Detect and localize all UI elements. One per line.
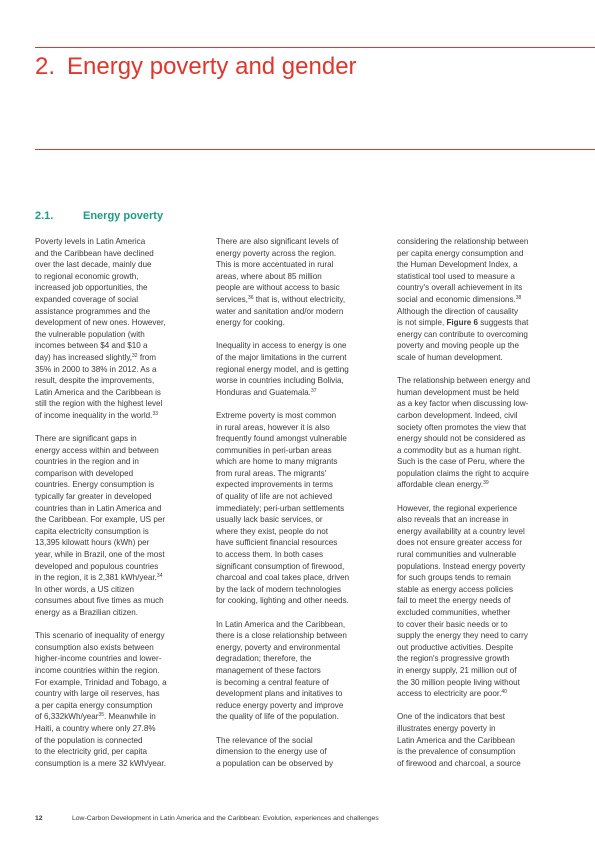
text-line xyxy=(35,491,207,503)
text-run: This scenario of inequality of energy xyxy=(35,631,165,641)
paragraph xyxy=(216,619,388,723)
text-run: human development must be held xyxy=(397,387,519,397)
text-line xyxy=(35,271,207,283)
top-rule xyxy=(35,47,595,48)
text-run: energy, poverty and environmental xyxy=(216,642,341,652)
text-run: The relationship between energy and xyxy=(397,376,531,386)
paragraph xyxy=(35,236,207,422)
text-run: day) has increased slightly, xyxy=(35,352,133,362)
figure-reference: Figure 6 xyxy=(446,318,478,328)
footnote-ref: 33 xyxy=(152,410,158,417)
text-run: regional energy model, and is getting xyxy=(216,364,349,374)
text-line xyxy=(216,653,388,665)
text-line xyxy=(35,259,207,271)
text-column-3 xyxy=(397,236,569,781)
text-line xyxy=(216,503,388,515)
paragraph xyxy=(216,735,388,770)
text-run: developed and populous countries xyxy=(35,561,159,571)
text-run: Honduras and Guatemala. xyxy=(216,387,311,397)
text-run: Extreme poverty is most common xyxy=(216,410,337,420)
text-line xyxy=(216,630,388,642)
text-run: services, xyxy=(216,294,248,304)
text-line xyxy=(397,584,569,596)
text-run: typically far greater in developed xyxy=(35,492,152,502)
text-line xyxy=(397,387,569,399)
text-line xyxy=(35,584,207,596)
text-run: energy access within and between xyxy=(35,445,159,455)
text-run: to the electricity grid, per capita xyxy=(35,747,148,757)
text-line xyxy=(35,468,207,480)
text-run: expected improvements in terms xyxy=(216,480,333,490)
text-run: dimension to the energy use of xyxy=(216,747,327,757)
text-run: the vulnerable population (with xyxy=(35,329,145,339)
text-line xyxy=(397,479,569,491)
text-run: usually lack basic services, or xyxy=(216,515,323,525)
page-footer xyxy=(35,814,575,823)
text-line xyxy=(35,282,207,294)
text-run: incomes between $4 and $10 a xyxy=(35,341,148,351)
chapter-number: 2. xyxy=(35,53,56,80)
text-column-1 xyxy=(35,236,207,781)
text-line xyxy=(35,398,207,410)
text-line xyxy=(35,642,207,654)
text-line xyxy=(35,677,207,689)
footnote-ref: 38 xyxy=(515,294,522,301)
text-line xyxy=(397,433,569,445)
text-run: countries in the region and in xyxy=(35,457,139,467)
text-line xyxy=(216,595,388,607)
text-run: Inequality in access to energy is one xyxy=(216,341,347,351)
text-run: of income inequality in the world. xyxy=(35,410,153,420)
text-run: country with large oil reserves, has xyxy=(35,689,160,699)
text-line xyxy=(35,549,207,561)
text-run: suggests that xyxy=(477,318,529,328)
text-run: Although the direction of causality xyxy=(397,306,519,316)
text-run: For example, Trinidad and Tobago, a xyxy=(35,677,167,687)
text-line xyxy=(397,735,569,747)
text-run: rural communities and vulnerable xyxy=(397,550,517,560)
text-line xyxy=(397,677,569,689)
paragraph xyxy=(216,236,388,329)
text-run: capita electricity consumption is xyxy=(35,526,149,536)
text-run: from xyxy=(137,352,157,362)
text-run: is the prevalence of consumption xyxy=(397,747,516,757)
text-line xyxy=(397,653,569,665)
section-number: 2.1. xyxy=(35,210,54,222)
page-number: 12 xyxy=(35,815,43,822)
text-run: year, while in Brazil, one of the most xyxy=(35,550,165,560)
text-run: statistical tool used to measure a xyxy=(397,271,515,281)
text-line xyxy=(216,282,388,294)
text-run: out productive activities. Despite xyxy=(397,642,514,652)
text-line xyxy=(35,479,207,491)
text-line xyxy=(35,433,207,445)
paragraph xyxy=(397,236,569,364)
text-run: management of these factors xyxy=(216,665,321,675)
text-run: to access them. In both cases xyxy=(216,550,324,560)
text-line xyxy=(216,317,388,329)
text-run: . Meanwhile in xyxy=(104,712,156,722)
footnote-ref: 39 xyxy=(483,480,489,487)
footnote-ref: 40 xyxy=(501,689,507,696)
text-run: the Human Development Index, a xyxy=(397,260,518,270)
text-run: of quality of life are not achieved xyxy=(216,492,333,502)
text-run: charcoal and coal takes place, driven xyxy=(216,573,350,583)
text-line xyxy=(35,236,207,248)
text-run: result, despite the improvements, xyxy=(35,376,155,386)
text-line xyxy=(216,364,388,376)
text-run: energy as a Brazilian citizen. xyxy=(35,608,139,617)
text-run: reduce energy poverty and improve xyxy=(216,700,344,710)
text-run: This is more accentuated in rural xyxy=(216,260,334,270)
text-run: consumes about five times as much xyxy=(35,596,164,606)
text-run: energy poverty across the region. xyxy=(216,248,337,258)
text-run: there is a close relationship between xyxy=(216,631,347,641)
text-line xyxy=(216,248,388,260)
text-run: degradation; therefore, the xyxy=(216,654,312,664)
text-column-2 xyxy=(216,236,388,781)
paragraph xyxy=(216,410,388,607)
text-run: social and economic dimensions. xyxy=(397,294,516,304)
text-run: supply the energy they need to carry xyxy=(397,631,528,641)
text-line xyxy=(397,688,569,700)
text-run: per capita energy consumption and xyxy=(397,248,524,258)
text-line xyxy=(216,677,388,689)
text-line xyxy=(397,572,569,584)
text-line xyxy=(397,723,569,735)
text-run: also reveals that an increase in xyxy=(397,515,509,525)
text-line xyxy=(216,537,388,549)
text-line xyxy=(397,294,569,306)
text-run: affordable clean energy. xyxy=(397,480,484,490)
text-line xyxy=(35,456,207,468)
text-line xyxy=(397,306,569,318)
text-line xyxy=(216,619,388,631)
text-line xyxy=(397,410,569,422)
footnote-ref: 32 xyxy=(132,352,138,359)
text-line xyxy=(397,503,569,515)
text-line xyxy=(216,549,388,561)
text-line xyxy=(216,700,388,712)
text-run: There are also significant levels of xyxy=(216,237,339,246)
text-line xyxy=(216,688,388,700)
text-line xyxy=(216,445,388,457)
text-line xyxy=(397,526,569,538)
text-run: is not simple, xyxy=(397,318,447,328)
text-run: the 30 million people living without xyxy=(397,677,520,687)
text-line xyxy=(397,445,569,457)
text-run: considering the relationship between xyxy=(397,237,529,246)
text-line xyxy=(397,642,569,654)
text-line xyxy=(35,387,207,399)
paragraph xyxy=(216,340,388,398)
text-run: a population can be observed by xyxy=(216,758,333,768)
text-line xyxy=(216,526,388,538)
text-run: to regional economic growth, xyxy=(35,271,139,281)
text-run: in rural areas, however it is also xyxy=(216,422,330,432)
text-line xyxy=(397,711,569,723)
text-run: energy for cooking. xyxy=(216,318,285,328)
text-line xyxy=(397,746,569,758)
text-run: development plans and initatives to xyxy=(216,689,343,699)
text-line xyxy=(397,549,569,561)
text-run: 13,395 kilowatt hours (kWh) per xyxy=(35,538,150,548)
text-run: of the major limitations in the current xyxy=(216,352,347,362)
text-line xyxy=(397,561,569,573)
text-run: In Latin America and the Caribbean, xyxy=(216,619,346,629)
text-run: expanded coverage of social xyxy=(35,294,139,304)
text-line xyxy=(397,375,569,387)
text-run: There are significant gaps in xyxy=(35,434,137,444)
text-run: However, the regional experience xyxy=(397,503,518,513)
text-line xyxy=(35,746,207,758)
text-line xyxy=(397,317,569,329)
text-line xyxy=(397,236,569,248)
text-run: access to electricity are poor. xyxy=(397,689,502,699)
text-run: people are without access to basic xyxy=(216,283,340,293)
text-line xyxy=(397,340,569,352)
text-line xyxy=(216,433,388,445)
footnote-ref: 34 xyxy=(156,573,163,580)
text-run: country's overall achievement in its xyxy=(397,283,523,293)
text-run: water and sanitation and/or modern xyxy=(216,306,344,316)
text-line xyxy=(397,619,569,631)
text-run: over the last decade, mainly due xyxy=(35,260,152,270)
text-line xyxy=(397,398,569,410)
text-line xyxy=(216,665,388,677)
paragraph xyxy=(397,375,569,491)
text-run: income countries within the region. xyxy=(35,665,160,675)
text-run: is becoming a central feature of xyxy=(216,677,329,687)
text-line xyxy=(216,561,388,573)
text-run: by the lack of modern technologies xyxy=(216,584,342,594)
text-run: society often promotes the view that xyxy=(397,422,527,432)
text-line xyxy=(35,503,207,515)
text-line xyxy=(397,665,569,677)
text-run: significant consumption of firewood, xyxy=(216,561,345,571)
text-run: assistance programmes and the xyxy=(35,306,151,316)
heading-rule xyxy=(35,149,595,150)
text-line xyxy=(35,700,207,712)
text-run: population claims the right to acquire xyxy=(397,468,529,478)
paragraph xyxy=(397,503,569,700)
text-run: energy availability at a country level xyxy=(397,526,525,536)
text-line xyxy=(35,630,207,642)
text-line xyxy=(35,294,207,306)
section-heading xyxy=(35,209,163,223)
text-run: countries. Energy consumption is xyxy=(35,480,155,490)
text-run: populations. Instead energy poverty xyxy=(397,561,526,571)
text-line xyxy=(35,352,207,364)
text-run: stable as energy access policies xyxy=(397,584,514,594)
text-line xyxy=(35,653,207,665)
text-line xyxy=(35,572,207,584)
text-line xyxy=(216,422,388,434)
text-line xyxy=(35,735,207,747)
text-line xyxy=(397,514,569,526)
text-line xyxy=(216,352,388,364)
text-line xyxy=(35,410,207,422)
text-run: from rural areas. The migrants' xyxy=(216,468,327,478)
text-run: to cover their basic needs or to xyxy=(397,619,508,629)
text-line xyxy=(216,491,388,503)
text-line xyxy=(216,306,388,318)
text-run: excluded communities, whether xyxy=(397,608,511,617)
text-line xyxy=(216,584,388,596)
text-line xyxy=(35,711,207,723)
text-run: increased job opportunities, the xyxy=(35,283,148,293)
text-line xyxy=(35,248,207,260)
text-line xyxy=(397,537,569,549)
text-line xyxy=(216,271,388,283)
text-line xyxy=(35,364,207,376)
text-run: In other words, a US citizen xyxy=(35,584,134,594)
text-line xyxy=(35,665,207,677)
text-run: as a key factor when discussing low- xyxy=(397,399,529,409)
text-line xyxy=(397,352,569,364)
text-line xyxy=(216,479,388,491)
text-line xyxy=(397,468,569,480)
text-line xyxy=(35,723,207,735)
text-line xyxy=(397,758,569,770)
text-run: communities in peri-urban areas xyxy=(216,445,332,455)
text-line xyxy=(35,375,207,387)
text-run: for such groups tends to remain xyxy=(397,573,511,583)
text-line xyxy=(216,572,388,584)
text-run: worse in countries including Bolivia, xyxy=(216,376,344,386)
text-line xyxy=(397,422,569,434)
footer-text: Low-Carbon Development in Latin America and the Caribbean: Evolution, experiences and challenges xyxy=(72,815,379,822)
text-run: does not ensure greater access for xyxy=(397,538,523,548)
text-run: countries than in Latin America and xyxy=(35,503,162,513)
text-run: Latin America and the Caribbean xyxy=(397,735,515,745)
text-line xyxy=(216,375,388,387)
text-run: which are home to many migrants xyxy=(216,457,338,467)
text-run: where they exist, people do not xyxy=(216,526,329,536)
text-run: in energy supply, 21 million out of xyxy=(397,665,517,675)
text-line xyxy=(216,758,388,770)
text-line xyxy=(216,294,388,306)
text-run: consumption also exists between xyxy=(35,642,154,652)
text-run: Haiti, a country where only 27.8% xyxy=(35,723,156,733)
text-run: of the population is connected xyxy=(35,735,143,745)
text-line xyxy=(35,688,207,700)
paragraph xyxy=(397,711,569,769)
text-run: scale of human development. xyxy=(397,352,503,362)
text-run: Latin America and the Caribbean is xyxy=(35,387,161,397)
text-line xyxy=(216,259,388,271)
text-run: have sufficient financial resources xyxy=(216,538,338,548)
text-line xyxy=(216,387,388,399)
text-run: a per capita energy consumption xyxy=(35,700,153,710)
text-run: the region's progressive growth xyxy=(397,654,510,664)
text-line xyxy=(397,329,569,341)
text-run: energy can contribute to overcoming xyxy=(397,329,528,339)
text-run: carbon development. Indeed, civil xyxy=(397,410,518,420)
text-run: areas, where about 85 million xyxy=(216,271,322,281)
footnote-ref: 37 xyxy=(310,387,317,394)
text-line xyxy=(216,468,388,480)
text-line xyxy=(35,445,207,457)
text-run: the Caribbean. For example, US per xyxy=(35,515,166,525)
text-run: in the region, it is 2,381 kWh/year. xyxy=(35,573,157,583)
text-line xyxy=(397,282,569,294)
text-line xyxy=(35,607,207,619)
text-line xyxy=(397,456,569,468)
text-run: comparison with developed xyxy=(35,468,134,478)
text-run: immediately; peri-urban settlements xyxy=(216,503,345,513)
text-run: illustrates energy poverty in xyxy=(397,723,496,733)
text-line xyxy=(216,340,388,352)
text-line xyxy=(216,711,388,723)
text-run: energy should not be considered as xyxy=(397,434,526,444)
text-run: frequently found amongst vulnerable xyxy=(216,434,347,444)
text-run: One of the indicators that best xyxy=(397,712,505,722)
text-run: Poverty levels in Latin America xyxy=(35,237,146,246)
text-line xyxy=(397,248,569,260)
text-line xyxy=(35,306,207,318)
section-title: Energy poverty xyxy=(83,210,164,222)
text-run: higher-income countries and lower- xyxy=(35,654,162,664)
paragraph xyxy=(35,630,207,769)
paragraph xyxy=(35,433,207,619)
text-line xyxy=(35,561,207,573)
text-run: still the region with the highest level xyxy=(35,399,163,409)
text-run: for cooking, lighting and other needs. xyxy=(216,596,349,606)
text-line xyxy=(35,317,207,329)
text-line xyxy=(35,340,207,352)
chapter-heading xyxy=(35,52,357,82)
text-line xyxy=(397,595,569,607)
text-line xyxy=(397,271,569,283)
footnote-ref: 36 xyxy=(247,294,254,301)
text-line xyxy=(397,607,569,619)
text-line xyxy=(216,735,388,747)
text-run: and the Caribbean have declined xyxy=(35,248,154,258)
footnote-ref: 35 xyxy=(98,712,104,719)
text-line xyxy=(35,514,207,526)
text-run: Such is the case of Peru, where the xyxy=(397,457,525,467)
text-run: fail to meet the energy needs of xyxy=(397,596,511,606)
text-line xyxy=(216,642,388,654)
text-line xyxy=(35,329,207,341)
text-run: that is, without electricity, xyxy=(253,294,346,304)
text-run: the quality of life of the population. xyxy=(216,712,339,722)
text-run: consumption is a mere 32 kWh/year. xyxy=(35,758,166,768)
text-line xyxy=(35,758,207,770)
text-line xyxy=(35,537,207,549)
text-run: development of new ones. However, xyxy=(35,318,166,328)
text-line xyxy=(216,236,388,248)
text-line xyxy=(397,630,569,642)
text-run: a commodity but as a human right. xyxy=(397,445,522,455)
text-line xyxy=(216,514,388,526)
chapter-title: Energy poverty and gender xyxy=(67,53,357,80)
text-line xyxy=(35,595,207,607)
text-run: of 6,332kWh/year xyxy=(35,712,99,722)
text-line xyxy=(397,259,569,271)
text-run: of firewood and charcoal, a source xyxy=(397,758,521,768)
text-run: 35% in 2000 to 38% in 2012. As a xyxy=(35,364,157,374)
text-line xyxy=(216,410,388,422)
text-run: poverty and moving people up the xyxy=(397,341,519,351)
text-line xyxy=(35,526,207,538)
text-line xyxy=(216,746,388,758)
text-line xyxy=(216,456,388,468)
text-run: The relevance of the social xyxy=(216,735,313,745)
